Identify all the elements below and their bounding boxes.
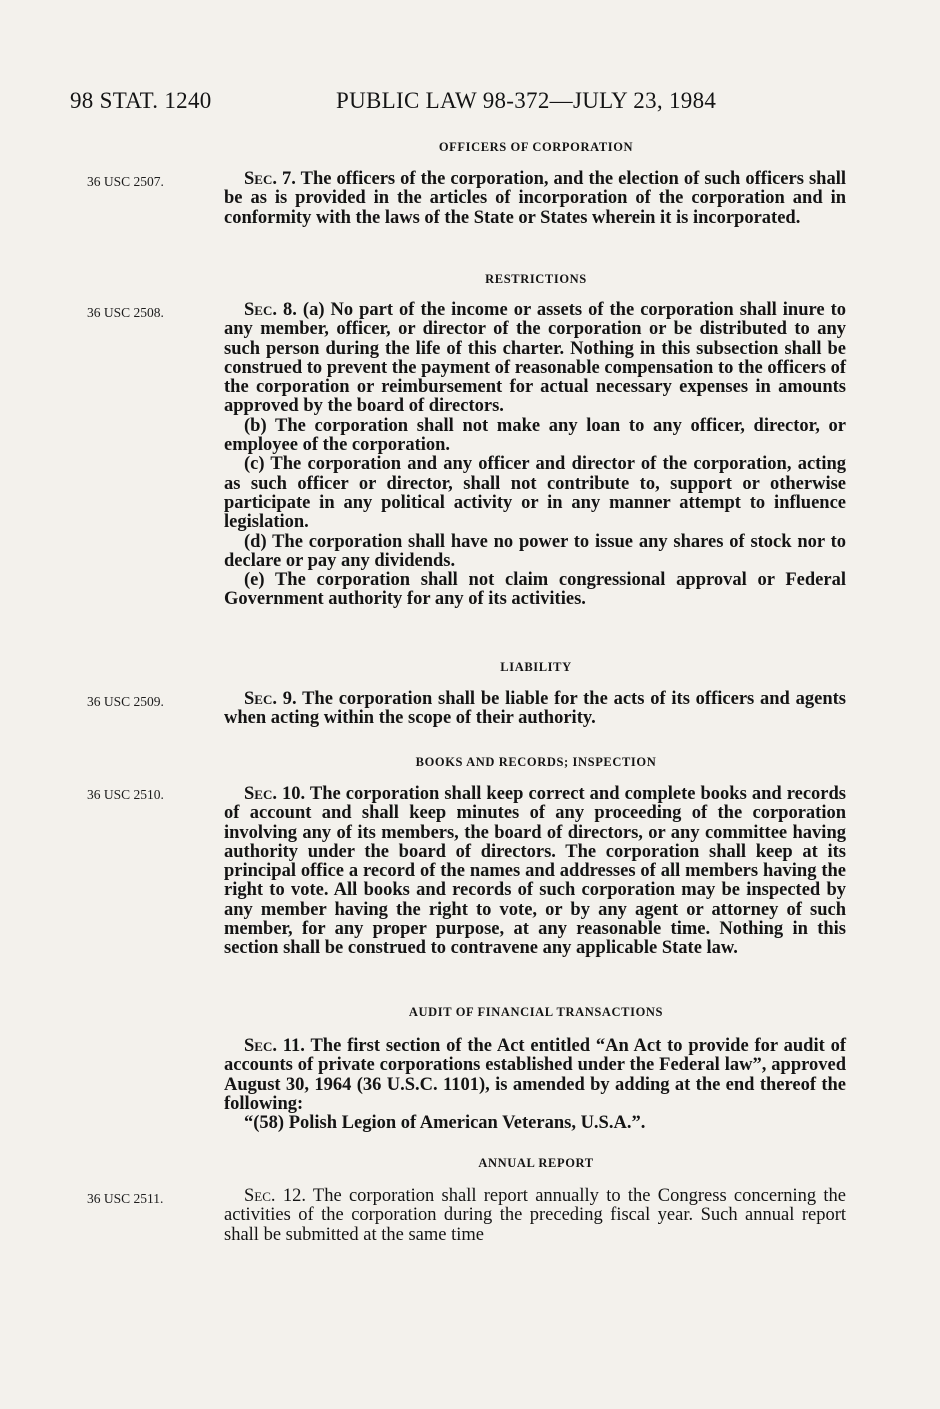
heading-restrictions: RESTRICTIONS bbox=[485, 272, 587, 286]
section-8-c: (c) The corporation and any officer and director of the corporation, acting as such officer or director, shall not contribute to, support or otherwise participate in any political activity or in any manner attempt to influence legislation. bbox=[224, 454, 846, 533]
margin-note-2510: 36 USC 2510. bbox=[87, 787, 164, 802]
page-header bbox=[70, 88, 850, 124]
stat-page-number: 98 STAT. 1240 bbox=[70, 88, 212, 113]
section-7-label: Sec. 7. bbox=[244, 169, 296, 189]
section-11-quote: “(58) Polish Legion of American Veterans, U.S.A.”. bbox=[244, 1113, 646, 1134]
section-8-e: (e) The corporation shall not claim congressional approval or Federal Government authority for any of its activities. bbox=[224, 570, 846, 610]
section-11-text: The first section of the Act entitled “An Act to provide for audit of accounts of private corporations established under the Federal law”, approved August 30, 1964 (36 U.S.C. 1101), is amended by adding at the end thereof the following: bbox=[224, 1036, 847, 1114]
heading-officers: OFFICERS OF CORPORATION bbox=[438, 140, 634, 154]
heading-books-records: BOOKS AND RECORDS; INSPECTION bbox=[415, 755, 657, 769]
heading-liability: LIABILITY bbox=[500, 660, 572, 674]
section-7 bbox=[224, 170, 846, 228]
section-9 bbox=[224, 690, 846, 729]
margin-note-2511: 36 USC 2511. bbox=[87, 1191, 164, 1206]
heading-audit: AUDIT OF FINANCIAL TRANSACTIONS bbox=[408, 1005, 664, 1019]
public-law-title: PUBLIC LAW 98-372—JULY 23, 1984 bbox=[336, 88, 717, 113]
heading-annual-report: ANNUAL REPORT bbox=[478, 1156, 594, 1170]
margin-note-2508: 36 USC 2508. bbox=[87, 305, 164, 320]
section-12 bbox=[224, 1187, 846, 1245]
section-10-label: Sec. 10. bbox=[244, 784, 306, 804]
section-11-label: Sec. 11. bbox=[244, 1036, 305, 1056]
margin-note-2507: 36 USC 2507. bbox=[87, 174, 164, 189]
section-8-b: (b) The corporation shall not make any loan to any officer, director, or employee of the corporation. bbox=[224, 415, 846, 456]
margin-note-2509: 36 USC 2509. bbox=[87, 694, 164, 709]
section-8 bbox=[224, 301, 846, 610]
section-8-a: (a) No part of the income or assets of the corporation shall inure to any member, officer, or director of the corporation or be distributed to any such person during the life of this charter. Nothing in this subsection shall be construed to prevent the payment of reasonable compensation to the officers of the corporation or reimbursement for actual necessary expenses in amounts approved by the board of directors. bbox=[224, 300, 847, 417]
section-8-d: (d) The corporation shall have no power to issue any shares of stock nor to declare or pay any dividends. bbox=[224, 531, 846, 571]
section-9-text: The corporation shall be liable for the acts of its officers and agents when acting within the scope of their authority. bbox=[224, 689, 846, 729]
section-11 bbox=[224, 1037, 846, 1133]
section-9-label: Sec. 9. bbox=[244, 689, 297, 709]
section-10-text: The corporation shall keep correct and complete books and records of account and shall keep minutes of any proceeding of the corporation involving any of its members, the board of directors, or any committee having authority under the board of directors. The corporation shall keep at its principal office a record of the names and addresses of all members having the right to vote. All books and records of such corporation may be inspected by any member having the right to vote, or by any agent or attorney of such member, for any proper purpose, at any reasonable time. Nothing in this section shall be construed to contravene any applicable State law. bbox=[224, 784, 846, 959]
section-8-label: Sec. 8. bbox=[244, 300, 297, 320]
section-12-text: The corporation shall report annually to the Congress concerning the activities of the corporation during the preceding fiscal year. Such annual report shall be submitted at the same time bbox=[224, 1186, 847, 1245]
section-12-label: Sec. 12. bbox=[244, 1186, 306, 1206]
section-7-text: The officers of the corporation, and the election of such officers shall be as is provided in the articles of incorporation of the corporation and in conformity with the laws of the State or States wherein it is incorporated. bbox=[224, 169, 846, 228]
section-10 bbox=[224, 785, 846, 959]
